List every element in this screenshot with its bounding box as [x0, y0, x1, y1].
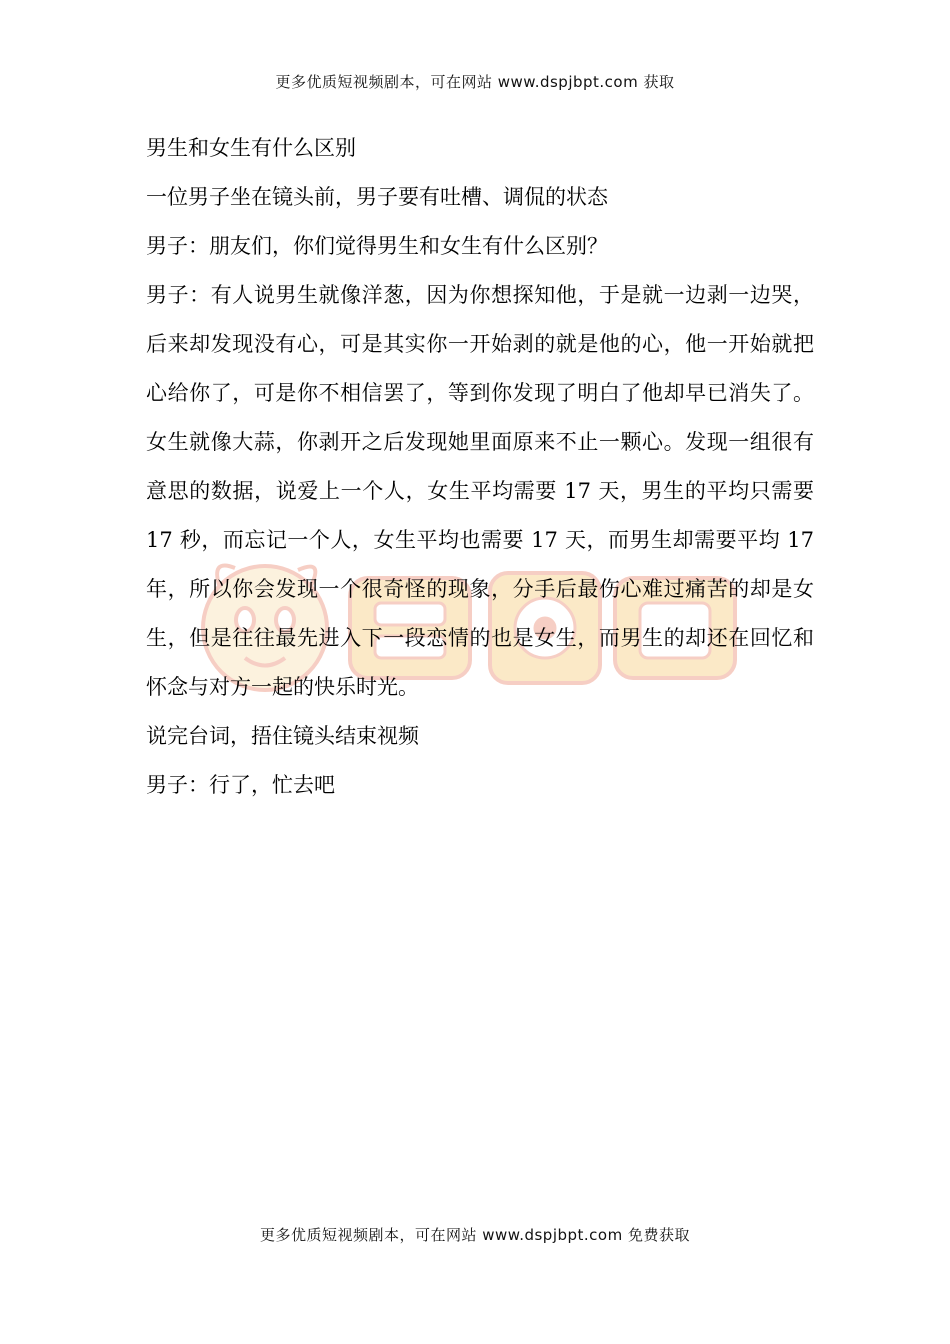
dialogue-line: 男子：朋友们，你们觉得男生和女生有什么区别？: [146, 234, 608, 258]
stage-direction-end: 说完台词，捂住镜头结束视频: [146, 724, 419, 748]
dialogue-line-final: 男子：行了，忙去吧: [146, 773, 335, 797]
stage-direction: 一位男子坐在镜头前，男子要有吐槽、调侃的状态: [146, 185, 608, 209]
page-footer: 更多优质短视频剧本，可在网站 www.dspjbpt.com 免费获取: [260, 1226, 690, 1244]
document-body: [146, 124, 814, 810]
page-header: 更多优质短视频剧本，可在网站 www.dspjbpt.com 获取: [275, 73, 675, 91]
dialogue-paragraph: 男子：有人说男生就像洋葱，因为你想探知他，于是就一边剥一边哭，后来却发现没有心，可是其实你一开始剥的就是他的心，他一开始就把心给你了，可是你不相信罢了，等到你发现了明白了他却早已消失了。女生就像大蒜，你剥开之后发现她里面原来不止一颗心。发现一组很有意思的数据，说爱上一个人，女生平均需要 17 天，男生的平均只需要 17 秒，而忘记一个人，女生平均也需要 17 天，而男生却需要平均 17 年，所以你会发现一个很奇怪的现象，分手后最伤心难过痛苦的却是女生，但是往往最先进入下一段恋情的也是女生，而男生的却还在回忆和怀念与对方一起的快乐时光。: [146, 283, 814, 699]
document-title: 男生和女生有什么区别: [146, 136, 356, 160]
